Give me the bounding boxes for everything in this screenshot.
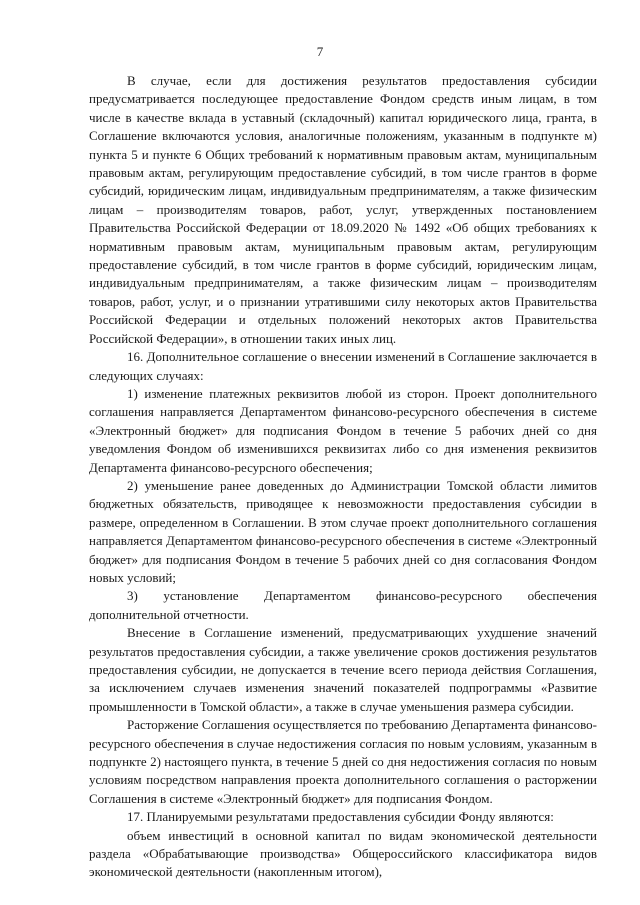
- paragraph-changes-restriction: Внесение в Соглашение изменений, предусматривающих ухудшение значений результатов предоставления субсидии, а также увеличение сроков достижения результатов предоставления субсидии, не допускается в течение всего периода действия Соглашения, за исключением случаев изменения значений показателей подпрограммы «Развитие промышленности в Томской области», а также в случае уменьшения размера субсидии.: [89, 625, 597, 714]
- paragraph-other-recipients: В случае, если для достижения результатов предоставления субсидии предусматривается последующее предоставление Фондом средств иным лицам, в том числе в качестве вклада в уставный (складочный) капитал юридического лица, гранта, в Соглашение включаются условия, аналогичные положениям, указанным в подпункте м) пункта 5 и пункте 6 Общих требований к нормативным правовым актам, муниципальным правовым актам, регулирующим предоставление субсидий, в том числе грантов в форме субсидий, юридическим лицам, индивидуальным предпринимателям, а также физическим лицам – производителям товаров, работ, услуг, утвержденных постановлением Правительства Российской Федерации от 18.09.2020 № 1492 «Об общих требованиях к нормативным правовым актам, муниципальным правовым актам, регулирующим предоставление субсидий, в том числе грантов в форме субсидий, юридическим лицам, индивидуальным предпринимателям, а также физическим лицам – производителям товаров, работ, услуг, и о признании утратившими силу некоторых актов Правительства Российской Федерации и отдельных положений некоторых актов Правительства Российской Федерации», в отношении таких иных лиц.: [89, 73, 597, 346]
- paragraph-16-item-3: 3) установление Департаментом финансово-ресурсного обеспечения дополнительной отчетности.: [89, 588, 597, 622]
- paragraph-16-item-1: 1) изменение платежных реквизитов любой из сторон. Проект дополнительного соглашения направляется Департаментом финансово-ресурсного обеспечения в системе «Электронный бюджет» для подписания Фондом в течение 5 рабочих дней со дня уведомления Фондом об изменившихся реквизитах либо со дня изменения реквизитов Департамента финансово-ресурсного обеспечения;: [89, 385, 597, 475]
- paragraph-17-result-1: объем инвестиций в основной капитал по видам экономической деятельности раздела «Обрабатывающие производства» Общероссийского классификатора видов экономической деятельности (накопленным итогом),: [89, 827, 597, 880]
- document-body: [89, 72, 597, 882]
- paragraph-17-heading: 17. Планируемыми результатами предоставления субсидии Фонду являются:: [127, 809, 554, 825]
- page-number: 7: [316, 44, 324, 59]
- paragraph-16-heading: 16. Дополнительное соглашение о внесении изменений в Соглашение заключается в следующих случаях:: [89, 349, 597, 383]
- paragraph-termination: Расторжение Соглашения осуществляется по требованию Департамента финансово-ресурсного обеспечения в случае недостижения согласия по новым условиям, указанным в подпункте 2) настоящего пункта, в течение 5 дней со дня недостижения согласия по новым условиям посредством направления проекта дополнительного соглашения о расторжении Соглашения в системе «Электронный бюджет» для подписания Фондом.: [89, 717, 597, 806]
- paragraph-16-item-2: 2) уменьшение ранее доведенных до Администрации Томской области лимитов бюджетных обязательств, приводящее к невозможности предоставления субсидии в размере, определенном в Соглашении. В этом случае проект дополнительного соглашения направляется Департаментом финансово-ресурсного обеспечения в системе «Электронный бюджет» для подписания Фондом в течение 5 рабочих дней со дня согласования Фондом новых условий;: [89, 477, 597, 585]
